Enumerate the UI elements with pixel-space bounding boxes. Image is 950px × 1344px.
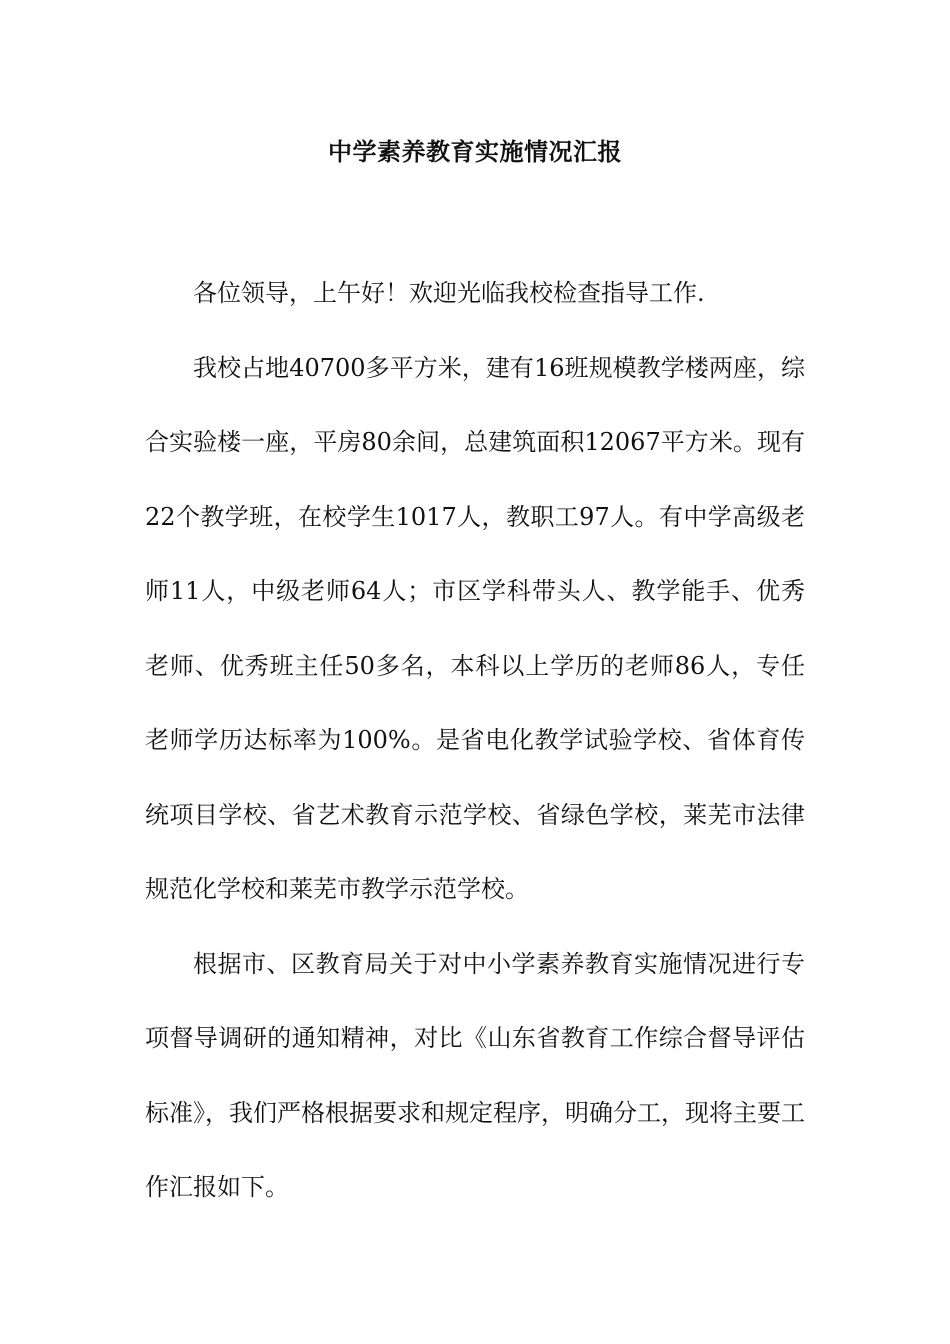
paragraph-report-intro: 根据市、区教育局关于对中小学素养教育实施情况进行专项督导调研的通知精神，对比《山东省教育工作综合督导评估标准》，我们严格根据要求和规定程序，明确分工，现将主要工作汇报如下。	[145, 949, 805, 1201]
paragraph-school-overview: 我校占地40700多平方米，建有16班规模教学楼两座，综合实验楼一座，平房80余间，总建筑面积12067平方米。现有22个教学班，在校学生1017人，教职工97人。有中学高级老师11人，中级老师64人；市区学科带头人、教学能手、优秀老师、优秀班主任50多名，本科以上学历的老师86人，专任老师学历达标率为100%。是省电化教学试验学校、省体育传统项目学校、省艺术教育示范学校、省绿色学校，莱芜市法律规范化学校和莱芜市教学示范学校。	[145, 353, 805, 903]
paragraph-greeting: 各位领导，上午好！欢迎光临我校检查指导工作.	[193, 279, 705, 307]
document-title: 中学素养教育实施情况汇报	[328, 137, 622, 166]
document-body	[145, 256, 805, 1225]
